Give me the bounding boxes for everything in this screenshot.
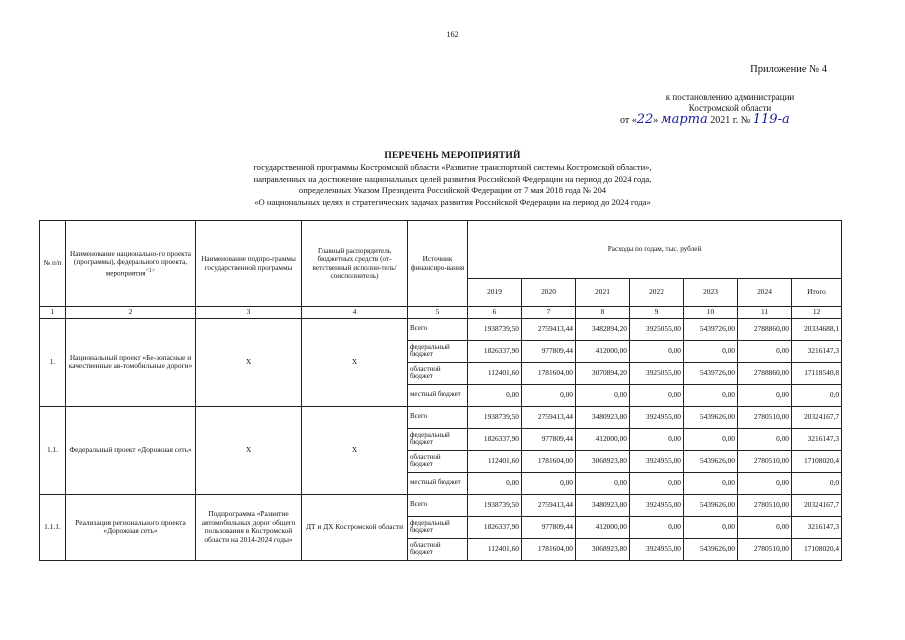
year-value: 0,00 bbox=[684, 384, 738, 406]
row-number: 1.1. bbox=[40, 406, 66, 494]
year-value: 0,00 bbox=[630, 472, 684, 494]
activities-table bbox=[39, 220, 842, 561]
year-value: 412000,00 bbox=[576, 340, 630, 362]
column-number: 7 bbox=[522, 307, 576, 319]
column-number: 11 bbox=[738, 307, 792, 319]
year-value: 3924955,00 bbox=[630, 538, 684, 560]
year-value: 112401,60 bbox=[468, 450, 522, 472]
header-year: 2024 bbox=[738, 279, 792, 307]
year-value: 412000,00 bbox=[576, 516, 630, 538]
year-value: 0,00 bbox=[630, 428, 684, 450]
year-value: 2780510,00 bbox=[738, 538, 792, 560]
total-value: 3216147,3 bbox=[792, 340, 842, 362]
header-project bbox=[66, 221, 196, 307]
total-value: 17108020,4 bbox=[792, 450, 842, 472]
subtitle-line: направленных на достижение национальных целей развития Российской Федерации на период до 2024 года, bbox=[253, 173, 652, 184]
table-row bbox=[40, 494, 842, 516]
year-value: 0,00 bbox=[522, 472, 576, 494]
year-value: 3068923,80 bbox=[576, 450, 630, 472]
year-value: 977809,44 bbox=[522, 516, 576, 538]
year-value: 2788860,00 bbox=[738, 362, 792, 384]
column-number: 1 bbox=[40, 307, 66, 319]
header-sources: Источник финансиро-вания bbox=[408, 221, 468, 307]
header-total: Итого bbox=[792, 279, 842, 307]
year-value: 2780510,00 bbox=[738, 494, 792, 516]
year-value: 0,00 bbox=[522, 384, 576, 406]
year-value: 112401,60 bbox=[468, 362, 522, 384]
date-prefix: от « bbox=[620, 115, 637, 126]
funding-source: федеральный бюджет bbox=[408, 428, 468, 450]
responsible-manager: Х bbox=[302, 318, 408, 406]
year-value: 977809,44 bbox=[522, 428, 576, 450]
project-name: Федеральный проект «Дорожная сеть» bbox=[66, 406, 196, 494]
funding-source: федеральный бюджет bbox=[408, 340, 468, 362]
column-number: 9 bbox=[630, 307, 684, 319]
total-value: 20334688,1 bbox=[792, 318, 842, 340]
year-value: 5439726,00 bbox=[684, 362, 738, 384]
responsible-manager: ДТ и ДХ Костромской области bbox=[302, 494, 408, 560]
header-row bbox=[40, 221, 842, 279]
column-number: 2 bbox=[66, 307, 196, 319]
year-value: 0,00 bbox=[738, 428, 792, 450]
year-value: 3070894,20 bbox=[576, 362, 630, 384]
year-value: 0,00 bbox=[738, 472, 792, 494]
header-subprogram: Наименование подпро-граммы государственной программы bbox=[196, 221, 302, 307]
year-value: 0,00 bbox=[684, 340, 738, 362]
year-value: 1938739,50 bbox=[468, 494, 522, 516]
year-value: 5439626,00 bbox=[684, 450, 738, 472]
total-value: 17108020,4 bbox=[792, 538, 842, 560]
date-mid: » bbox=[653, 115, 659, 126]
column-number: 8 bbox=[576, 307, 630, 319]
year-value: 0,00 bbox=[738, 516, 792, 538]
total-value: 3216147,3 bbox=[792, 516, 842, 538]
page-number: 162 bbox=[446, 30, 459, 39]
year-value: 0,00 bbox=[468, 384, 522, 406]
responsible-manager: Х bbox=[302, 406, 408, 494]
resolution-line-2: Костромской области bbox=[688, 103, 772, 113]
column-number: 3 bbox=[196, 307, 302, 319]
header-year: 2019 bbox=[468, 279, 522, 307]
funding-source: местный бюджет bbox=[408, 384, 468, 406]
header-num: № п/п bbox=[40, 221, 66, 307]
total-value: 20324167,7 bbox=[792, 406, 842, 428]
year-value: 0,00 bbox=[738, 340, 792, 362]
funding-source: Всего bbox=[408, 494, 468, 516]
year-value: 1938739,50 bbox=[468, 406, 522, 428]
row-number: 1.1.1. bbox=[40, 494, 66, 560]
year-value: 2780510,00 bbox=[738, 406, 792, 428]
resolution-date bbox=[620, 112, 790, 127]
funding-source: областной бюджет bbox=[408, 362, 468, 384]
total-value: 0,0 bbox=[792, 472, 842, 494]
subtitle-line: «О национальных целях и стратегических задачах развития Российской Федерации на период до 2024 года» bbox=[254, 196, 651, 207]
year-value: 1826337,90 bbox=[468, 340, 522, 362]
table-row bbox=[40, 406, 842, 428]
project-name: Реализация регионального проекта «Дорожная сеть» bbox=[66, 494, 196, 560]
column-numbers-row bbox=[40, 307, 842, 319]
year-value: 0,00 bbox=[630, 516, 684, 538]
year-value: 3925055,00 bbox=[630, 318, 684, 340]
year-value: 3925055,00 bbox=[630, 362, 684, 384]
header-project-footnote: <1> bbox=[145, 267, 156, 274]
column-number: 12 bbox=[792, 307, 842, 319]
header-year: 2023 bbox=[684, 279, 738, 307]
total-value: 20324167,7 bbox=[792, 494, 842, 516]
year-value: 5439626,00 bbox=[684, 494, 738, 516]
row-number: 1. bbox=[40, 318, 66, 406]
resolution-line-1: к постановлению администрации bbox=[665, 92, 795, 102]
year-value: 3480923,80 bbox=[576, 406, 630, 428]
year-value: 3482894,20 bbox=[576, 318, 630, 340]
year-value: 5439726,00 bbox=[684, 318, 738, 340]
year-value: 2788860,00 bbox=[738, 318, 792, 340]
year-value: 0,00 bbox=[630, 340, 684, 362]
total-value: 0,0 bbox=[792, 384, 842, 406]
subprogram-name: Х bbox=[196, 318, 302, 406]
funding-source: областной бюджет bbox=[408, 538, 468, 560]
project-name: Национальный проект «Бе-зопасные и качественные ав-томобильные дороги» bbox=[66, 318, 196, 406]
year-value: 1826337,90 bbox=[468, 428, 522, 450]
header-year: 2020 bbox=[522, 279, 576, 307]
table-row bbox=[40, 318, 842, 340]
funding-source: Всего bbox=[408, 406, 468, 428]
funding-source: местный бюджет bbox=[408, 472, 468, 494]
date-year: 2021 г. № bbox=[710, 115, 751, 126]
year-value: 1781604,00 bbox=[522, 450, 576, 472]
year-value: 2780510,00 bbox=[738, 450, 792, 472]
column-number: 10 bbox=[684, 307, 738, 319]
document-title: ПЕРЕЧЕНЬ МЕРОПРИЯТИЙ bbox=[384, 151, 521, 161]
year-value: 3480923,80 bbox=[576, 494, 630, 516]
document-subtitle bbox=[150, 162, 755, 208]
year-value: 2759413,44 bbox=[522, 318, 576, 340]
resolution-reference bbox=[610, 92, 850, 114]
total-value: 17118540,8 bbox=[792, 362, 842, 384]
handwritten-number: 119-а bbox=[752, 112, 790, 127]
year-value: 112401,60 bbox=[468, 538, 522, 560]
subtitle-line: определенных Указом Президента Российской Федерации от 7 мая 2018 года № 204 bbox=[298, 185, 607, 196]
handwritten-month: марта bbox=[660, 112, 708, 127]
year-value: 2759413,44 bbox=[522, 406, 576, 428]
year-value: 1781604,00 bbox=[522, 538, 576, 560]
funding-source: областной бюджет bbox=[408, 450, 468, 472]
header-manager: Главный распорядитель бюджетных средств (от-ветственный исполни-тель/соисполнитель) bbox=[302, 221, 408, 307]
funding-source: Всего bbox=[408, 318, 468, 340]
year-value: 0,00 bbox=[576, 384, 630, 406]
header-year: 2022 bbox=[630, 279, 684, 307]
year-value: 2759413,44 bbox=[522, 494, 576, 516]
header-year: 2021 bbox=[576, 279, 630, 307]
funding-source: федеральный бюджет bbox=[408, 516, 468, 538]
handwritten-day: 22 bbox=[636, 112, 654, 127]
column-number: 5 bbox=[408, 307, 468, 319]
year-value: 3924955,00 bbox=[630, 494, 684, 516]
header-expenses: Расходы по годам, тыс. рублей bbox=[468, 221, 842, 279]
appendix-label: Приложение № 4 bbox=[750, 64, 827, 75]
total-value: 3216147,3 bbox=[792, 428, 842, 450]
year-value: 0,00 bbox=[738, 384, 792, 406]
year-value: 0,00 bbox=[630, 384, 684, 406]
column-number: 6 bbox=[468, 307, 522, 319]
year-value: 1826337,90 bbox=[468, 516, 522, 538]
header-project-text: Наименование национально-го проекта (программы), федерального проекта, мероприятия bbox=[70, 249, 191, 277]
year-value: 0,00 bbox=[576, 472, 630, 494]
year-value: 5439626,00 bbox=[684, 538, 738, 560]
year-value: 3924955,00 bbox=[630, 450, 684, 472]
year-value: 0,00 bbox=[684, 516, 738, 538]
subprogram-name: Х bbox=[196, 406, 302, 494]
year-value: 0,00 bbox=[684, 428, 738, 450]
year-value: 0,00 bbox=[468, 472, 522, 494]
subtitle-line: государственной программы Костромской области «Развитие транспортной системы Костромской области», bbox=[253, 162, 652, 172]
year-value: 0,00 bbox=[684, 472, 738, 494]
year-value: 412000,00 bbox=[576, 428, 630, 450]
year-value: 3924955,00 bbox=[630, 406, 684, 428]
year-value: 977809,44 bbox=[522, 340, 576, 362]
year-value: 1938739,50 bbox=[468, 318, 522, 340]
year-value: 3068923,80 bbox=[576, 538, 630, 560]
column-number: 4 bbox=[302, 307, 408, 319]
year-value: 5439626,00 bbox=[684, 406, 738, 428]
subprogram-name: Подпрограмма «Развитие автомобильных дорог общего пользования в Костромской области на 2014-2024 годы» bbox=[196, 494, 302, 560]
year-value: 1781604,00 bbox=[522, 362, 576, 384]
